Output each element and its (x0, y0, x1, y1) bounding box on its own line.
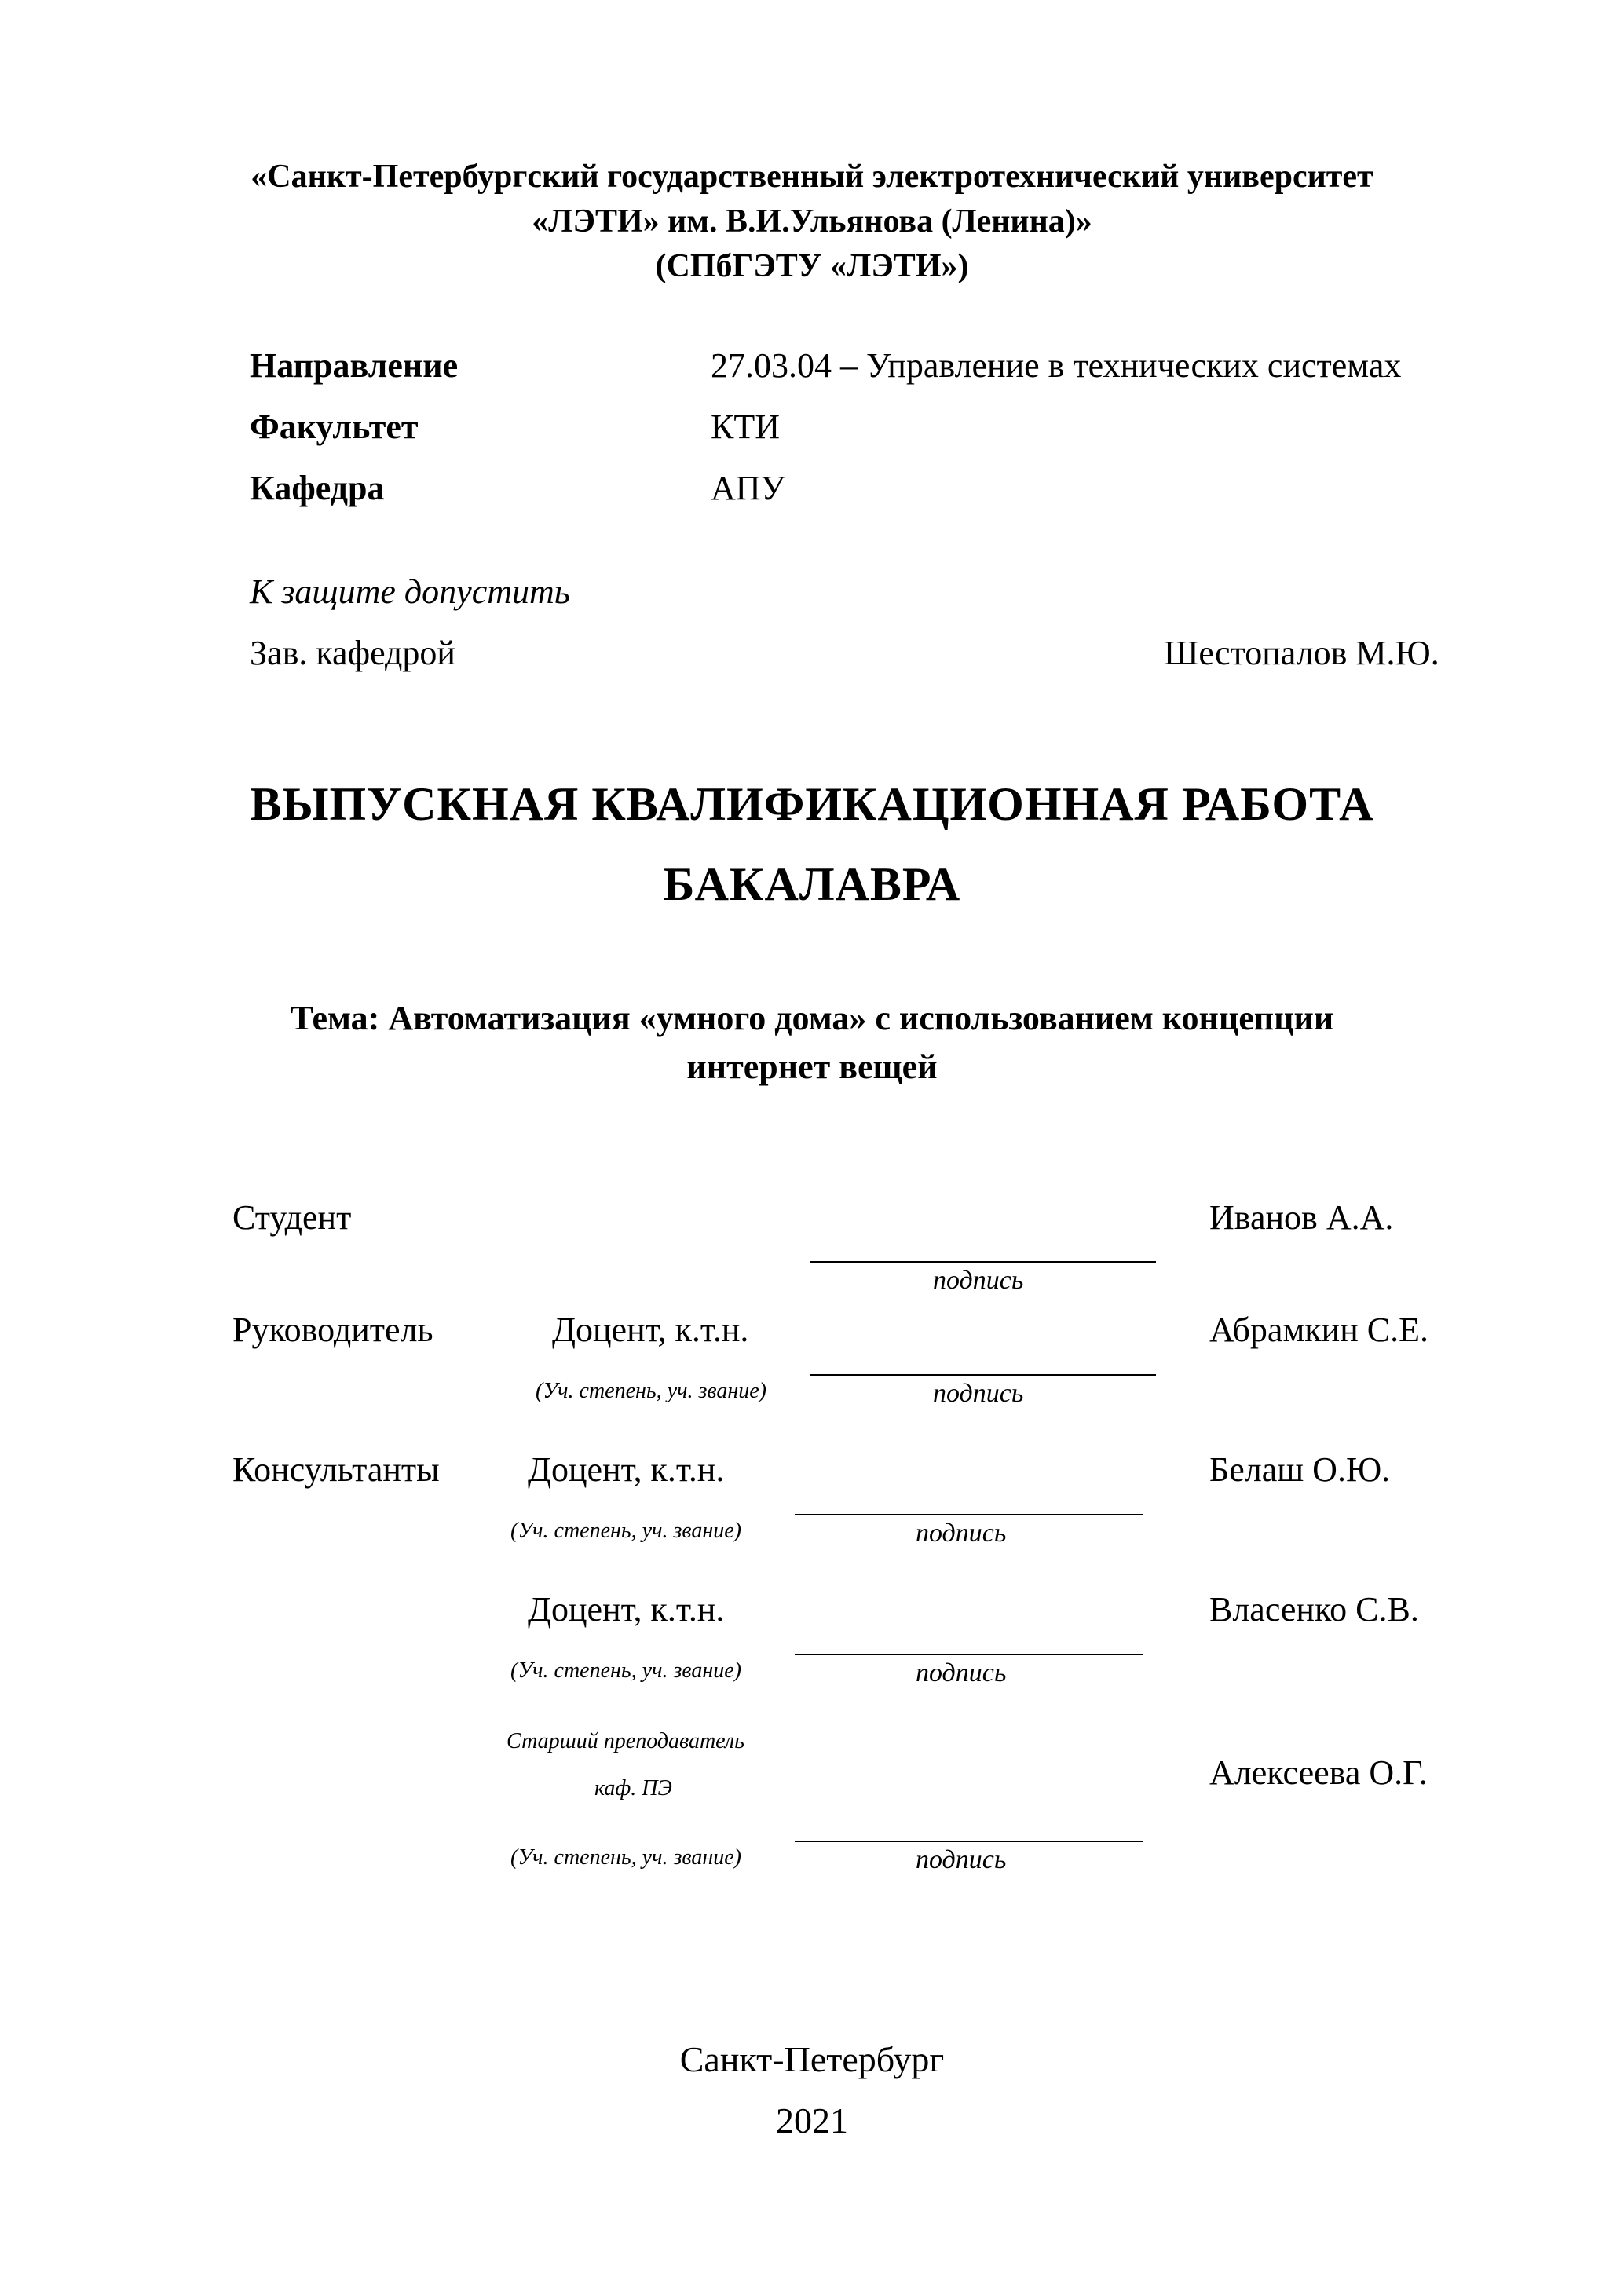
student-signature-hint: подпись (933, 1266, 1024, 1295)
consultant3-title-line1: Старший преподаватель (507, 1729, 744, 1753)
consultant1-degree-hint: (Уч. степень, уч. звание) (510, 1519, 741, 1543)
consultant1-signature-line (795, 1514, 1143, 1515)
head-of-department-name: Шестопалов М.Ю. (1164, 634, 1439, 672)
consultant3-name: Алексеева О.Г. (1209, 1753, 1428, 1792)
field-label-direction: Направление (250, 346, 459, 385)
supervisor-signature-line (810, 1374, 1156, 1376)
thesis-title-line2: БАКАЛАВРА (663, 858, 961, 910)
field-label-department: Кафедра (250, 469, 385, 507)
university-abbr: (СПбГЭТУ «ЛЭТИ») (655, 248, 969, 284)
year: 2021 (776, 2100, 848, 2141)
student-signature-line (810, 1261, 1156, 1263)
supervisor-label: Руководитель (232, 1311, 433, 1349)
head-of-department-label: Зав. кафедрой (250, 634, 455, 672)
consultant2-signature-line (795, 1654, 1143, 1655)
city: Санкт-Петербург (679, 2039, 945, 2079)
consultant1-title: Доцент, к.т.н. (528, 1450, 725, 1489)
consultant1-signature-hint: подпись (916, 1519, 1007, 1548)
field-value-direction: 27.03.04 – Управление в технических системах (711, 346, 1402, 385)
supervisor-signature-hint: подпись (933, 1379, 1024, 1408)
thesis-title-line1: ВЫПУСКНАЯ КВАЛИФИКАЦИОННАЯ РАБОТА (250, 778, 1374, 830)
student-name: Иванов А.А. (1209, 1198, 1394, 1237)
supervisor-name: Абрамкин С.Е. (1209, 1311, 1428, 1349)
university-name-line2: «ЛЭТИ» им. В.И.Ульянова (Ленина)» (532, 203, 1092, 239)
consultant3-signature-hint: подпись (916, 1845, 1007, 1874)
consultant2-signature-hint: подпись (916, 1658, 1007, 1687)
consultant1-name: Белаш О.Ю. (1209, 1450, 1391, 1489)
consultant2-degree-hint: (Уч. степень, уч. звание) (510, 1658, 741, 1683)
topic-line2: интернет вещей (686, 1047, 938, 1086)
consultant3-degree-hint: (Уч. степень, уч. звание) (510, 1845, 741, 1870)
admit-to-defense: К защите допустить (250, 572, 570, 611)
field-label-faculty: Факультет (250, 408, 419, 446)
topic-line1: Тема: Автоматизация «умного дома» с использованием концепции (290, 999, 1334, 1037)
field-value-faculty: КТИ (711, 408, 780, 446)
field-value-department: АПУ (711, 469, 785, 507)
student-label: Студент (232, 1198, 352, 1237)
consultants-label: Консультанты (232, 1450, 440, 1489)
university-name-line1: «Санкт-Петербургский государственный электротехнический университет (251, 159, 1373, 195)
consultant3-signature-line (795, 1841, 1143, 1842)
consultant3-title-line2: каф. ПЭ (594, 1776, 672, 1801)
supervisor-title: Доцент, к.т.н. (552, 1311, 749, 1349)
consultant2-title: Доцент, к.т.н. (528, 1590, 725, 1629)
supervisor-degree-hint: (Уч. степень, уч. звание) (536, 1379, 766, 1403)
consultant2-name: Власенко С.В. (1209, 1590, 1419, 1629)
